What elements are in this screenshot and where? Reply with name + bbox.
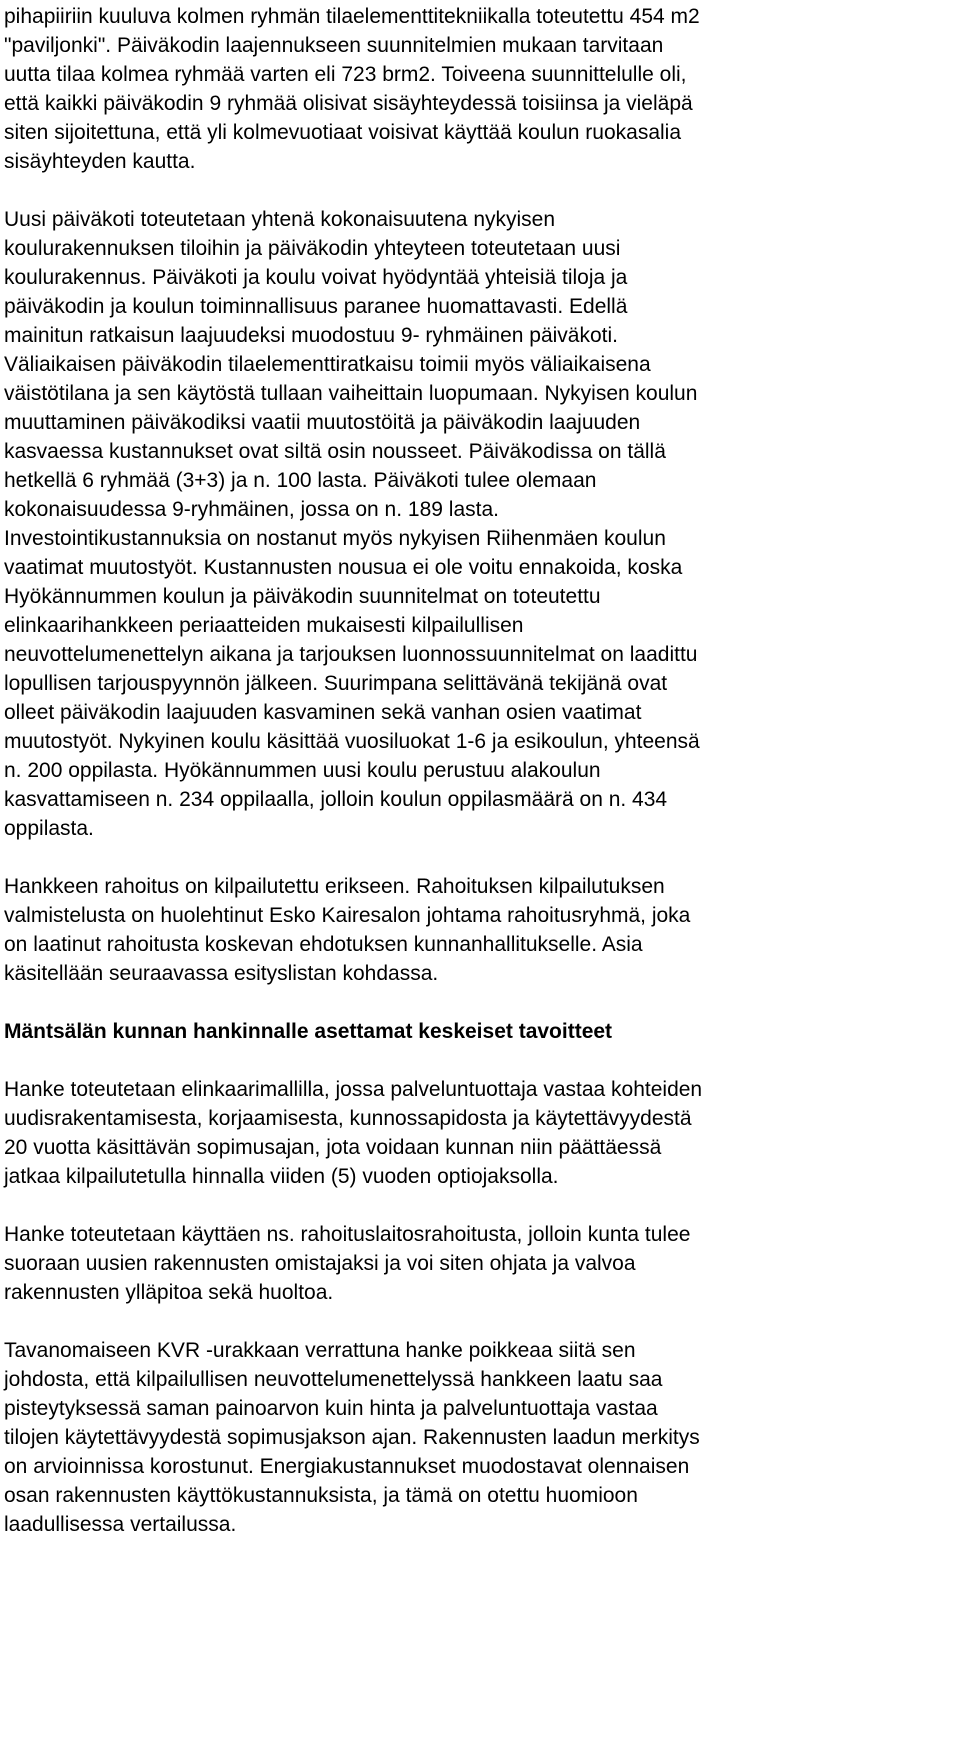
text-line: rakennusten ylläpitoa sekä huoltoa. <box>4 1281 334 1304</box>
text-line: Hanke toteutetaan käyttäen ns. rahoituslaitosrahoitusta, jolloin kunta tulee <box>4 1223 691 1246</box>
text-line: on laatinut rahoitusta koskevan ehdotuksen kunnanhallitukselle. Asia <box>4 933 643 956</box>
text-line: päiväkodin ja koulun toiminnallisuus paranee huomattavasti. Edellä <box>4 295 628 318</box>
text-line: laadullisessa vertailussa. <box>4 1513 237 1536</box>
text-line: kasvattamiseen n. 234 oppilaalla, jolloin koulun oppilasmäärä on n. 434 <box>4 788 668 811</box>
text-line: johdosta, että kilpailullisen neuvottelumenettelyssä hankkeen laatu saa <box>4 1368 663 1391</box>
text-line: on arvioinnissa korostunut. Energiakustannukset muodostavat olennaisen <box>4 1455 690 1478</box>
text-line: Väliaikaisen päiväkodin tilaelementtiratkaisu toimii myös väliaikaisena <box>4 353 651 376</box>
text-line: koulurakennus. Päiväkoti ja koulu voivat hyödyntää yhteisiä tiloja ja <box>4 266 628 289</box>
text-line: että kaikki päiväkodin 9 ryhmää olisivat sisäyhteydessä toisiinsa ja vieläpä <box>4 92 693 115</box>
text-line: tilojen käytettävyydestä sopimusjakson ajan. Rakennusten laadun merkitys <box>4 1426 700 1449</box>
section-heading: Mäntsälän kunnan hankinnalle asettamat keskeiset tavoitteet <box>4 1020 613 1043</box>
text-line: lopullisen tarjouspyynnön jälkeen. Suurimpana selittävänä tekijänä ovat <box>4 672 668 695</box>
text-line: muuttaminen päiväkodiksi vaatii muutostöitä ja päiväkodin laajuuden <box>4 411 641 434</box>
text-line: elinkaarihankkeen periaatteiden mukaisesti kilpailullisen <box>4 614 524 637</box>
text-line: neuvottelumenettelyn aikana ja tarjouksen luonnossuunnitelmat on laadittu <box>4 643 698 666</box>
text-line: väistötilana ja sen käytöstä tullaan vaiheittain luopumaan. Nykyisen koulun <box>4 382 698 405</box>
text-line: 20 vuotta käsittävän sopimusajan, jota voidaan kunnan niin päättäessä <box>4 1136 662 1159</box>
text-line: uutta tilaa kolmea ryhmää varten eli 723 brm2. Toiveena suunnittelulle oli, <box>4 63 687 86</box>
text-line: Uusi päiväkoti toteutetaan yhtenä kokonaisuutena nykyisen <box>4 208 556 231</box>
text-line: n. 200 oppilasta. Hyökännummen uusi koulu perustuu alakoulun <box>4 759 601 782</box>
text-line: Hyökännummen koulun ja päiväkodin suunnitelmat on toteutettu <box>4 585 601 608</box>
text-line: Hanke toteutetaan elinkaarimallilla, jossa palveluntuottaja vastaa kohteiden <box>4 1078 703 1101</box>
text-line: Hankkeen rahoitus on kilpailutettu erikseen. Rahoituksen kilpailutuksen <box>4 875 665 898</box>
text-line: uudisrakentamisesta, korjaamisesta, kunnossapidosta ja käytettävyydestä <box>4 1107 692 1130</box>
text-line: valmistelusta on huolehtinut Esko Kairesalon johtama rahoitusryhmä, joka <box>4 904 691 927</box>
text-line: hetkellä 6 ryhmää (3+3) ja n. 100 lasta. Päiväkoti tulee olemaan <box>4 469 597 492</box>
text-line: mainitun ratkaisun laajuudeksi muodostuu 9- ryhmäinen päiväkoti. <box>4 324 619 347</box>
text-line: pihapiiriin kuuluva kolmen ryhmän tilaelementtitekniikalla toteutettu 454 m2 <box>4 5 700 28</box>
text-line: kokonaisuudessa 9-ryhmäinen, jossa on n. 189 lasta. <box>4 498 499 521</box>
text-line: muutostyöt. Nykyinen koulu käsittää vuosiluokat 1-6 ja esikoulun, yhteensä <box>4 730 700 753</box>
text-line: osan rakennusten käyttökustannuksista, ja tämä on otettu huomioon <box>4 1484 638 1507</box>
text-line: olleet päiväkodin laajuuden kasvaminen sekä vanhan osien vaatimat <box>4 701 642 724</box>
text-line: koulurakennuksen tiloihin ja päiväkodin yhteyteen toteutetaan uusi <box>4 237 621 260</box>
text-line: "paviljonki". Päiväkodin laajennukseen suunnitelmien mukaan tarvitaan <box>4 34 664 57</box>
text-line: suoraan uusien rakennusten omistajaksi ja voi siten ohjata ja valvoa <box>4 1252 636 1275</box>
text-line: kasvaessa kustannukset ovat siltä osin nousseet. Päiväkodissa on tällä <box>4 440 666 463</box>
text-line: pisteytyksessä saman painoarvon kuin hinta ja palveluntuottaja vastaa <box>4 1397 658 1420</box>
text-line: sisäyhteyden kautta. <box>4 150 196 173</box>
text-line: käsitellään seuraavassa esityslistan kohdassa. <box>4 962 439 985</box>
text-line: jatkaa kilpailutetulla hinnalla viiden (5) vuoden optiojaksolla. <box>4 1165 559 1188</box>
text-line: Investointikustannuksia on nostanut myös nykyisen Riihenmäen koulun <box>4 527 666 550</box>
text-line: Tavanomaiseen KVR -urakkaan verrattuna hanke poikkeaa siitä sen <box>4 1339 636 1362</box>
text-line: oppilasta. <box>4 817 94 840</box>
text-line: siten sijoitettuna, että yli kolmevuotiaat voisivat käyttää koulun ruokasalia <box>4 121 682 144</box>
text-line: vaatimat muutostyöt. Kustannusten nousua ei ole voitu ennakoida, koska <box>4 556 683 579</box>
